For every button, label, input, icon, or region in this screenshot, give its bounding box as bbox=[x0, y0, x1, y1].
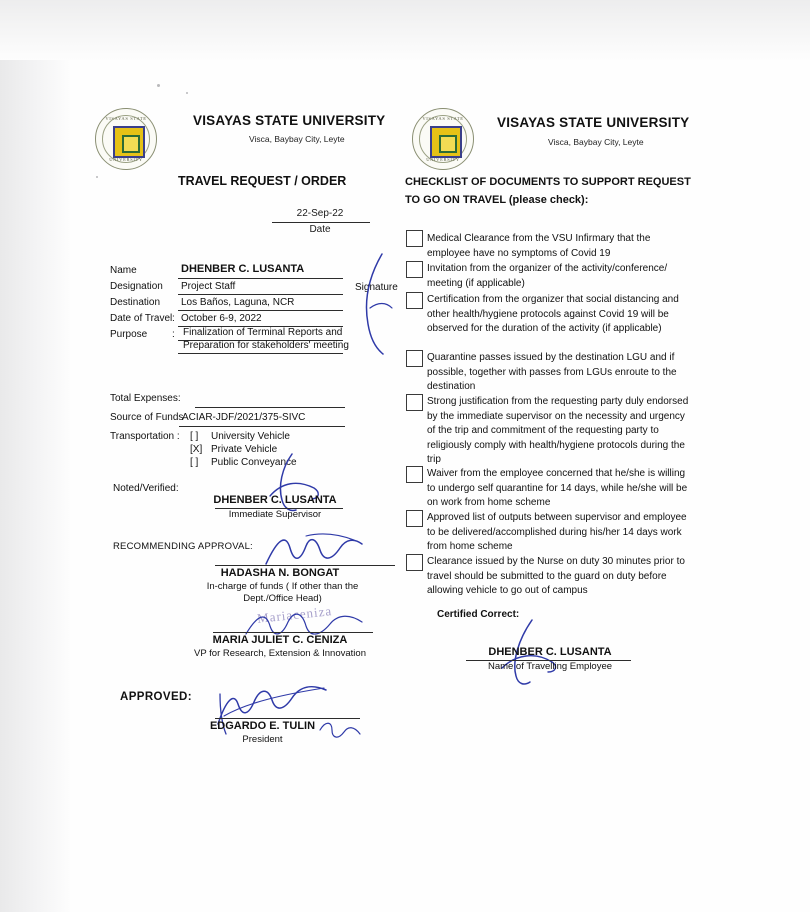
president-signatory-name: EDGARDO E. TULIN bbox=[209, 720, 316, 732]
recommending-signatory-name: HADASHA N. BONGAT bbox=[220, 567, 340, 579]
field-rule-destination bbox=[178, 310, 343, 311]
certified-correct-label: Certified Correct: bbox=[437, 609, 520, 620]
scan-speck bbox=[157, 84, 160, 87]
recommending-signatory-role-2: Dept./Office Head) bbox=[243, 593, 322, 604]
university-name-right: VISAYAS STATE UNIVERSITY bbox=[497, 115, 690, 130]
transportation-label: Transportation : bbox=[110, 431, 180, 442]
total-expenses-label: Total Expenses: bbox=[110, 393, 181, 404]
vp-signature-rule bbox=[213, 632, 373, 633]
checklist-item-8: Clearance issued by the Nurse on duty 30 minutes prior to travel should be submitted to the guard on duty before allowing vehicle to go out of campus bbox=[427, 556, 685, 596]
university-address-right: Visca, Baybay City, Leyte bbox=[548, 137, 644, 147]
checklist-item-4: Quarantine passes issued by the destination LGU and if possible, together with passes from LGUs enroute to the destination bbox=[427, 352, 677, 392]
recommending-signature-rule bbox=[215, 565, 395, 566]
transportation-option-0-label: University Vehicle bbox=[211, 431, 290, 442]
source-of-funds-rule bbox=[179, 426, 345, 427]
field-value-purpose-line2: Preparation for stakeholders' meeting bbox=[183, 340, 349, 351]
field-label-date-of-travel: Date of Travel bbox=[110, 313, 173, 324]
checklist-checkbox-4[interactable] bbox=[406, 350, 423, 367]
checklist-title-line2: TO GO ON TRAVEL (please check): bbox=[405, 194, 589, 206]
transportation-option-0-mark[interactable]: [ ] bbox=[190, 431, 199, 442]
seal-bottom-text-right: UNIVERSITY bbox=[426, 157, 460, 162]
seal-top-text: VISAYAS STATE bbox=[105, 116, 147, 121]
field-label-destination: Destination bbox=[110, 297, 161, 308]
scan-speck bbox=[186, 92, 188, 94]
date-rule bbox=[272, 222, 370, 223]
field-colon-2: : bbox=[172, 329, 175, 340]
noted-verified-label: Noted/Verified: bbox=[113, 483, 179, 494]
checklist-title-line1: CHECKLIST OF DOCUMENTS TO SUPPORT REQUEST bbox=[405, 176, 691, 188]
president-signatory-role: President bbox=[242, 734, 283, 745]
checklist-checkbox-7[interactable] bbox=[406, 510, 423, 527]
field-value-purpose-line1: Finalization of Terminal Reports and bbox=[183, 327, 343, 338]
president-signature-rule bbox=[215, 718, 360, 719]
source-of-funds-label: Source of Funds bbox=[110, 412, 184, 423]
field-label-purpose: Purpose bbox=[110, 329, 148, 340]
transportation-option-1-label: Private Vehicle bbox=[211, 444, 278, 455]
university-address-left: Visca, Baybay City, Leyte bbox=[249, 134, 345, 144]
university-seal-right bbox=[412, 108, 474, 170]
signature-label: Signature bbox=[355, 282, 398, 293]
transportation-option-1-mark[interactable]: [X] bbox=[190, 444, 203, 455]
checklist-checkbox-5[interactable] bbox=[406, 394, 423, 411]
date-value: 22-Sep-22 bbox=[296, 208, 344, 219]
checklist-checkbox-1[interactable] bbox=[406, 230, 423, 247]
signature-ink-funds-incharge bbox=[262, 528, 372, 570]
recommending-approval-label: RECOMMENDING APPROVAL: bbox=[113, 541, 253, 552]
scan-speck bbox=[96, 176, 98, 178]
form-title: TRAVEL REQUEST / ORDER bbox=[178, 174, 347, 188]
checklist-item-5: Strong justification from the requesting party duly endorsed by the immediate supervisor on the necessity and urgency of the trip and commitment of the requesting party to religiously comply with health/hygiene protocols during the trip bbox=[427, 396, 689, 465]
approved-label: APPROVED: bbox=[120, 691, 192, 703]
field-value-date-of-travel: October 6-9, 2022 bbox=[181, 313, 262, 324]
field-value-designation: Project Staff bbox=[181, 281, 236, 292]
signature-ink-requestor bbox=[352, 250, 402, 360]
checklist-item-6: Waiver from the employee concerned that he/she is willing to undergo self quarantine for 14 days, while he/she will be on work from home scheme bbox=[427, 468, 688, 508]
field-rule-designation bbox=[178, 294, 343, 295]
seal-bottom-text: UNIVERSITY bbox=[109, 157, 143, 162]
university-seal-left bbox=[95, 108, 157, 170]
checklist-checkbox-3[interactable] bbox=[406, 292, 423, 309]
scan-shadow-left bbox=[0, 0, 70, 912]
field-value-name: DHENBER C. LUSANTA bbox=[181, 263, 305, 275]
checklist-checkbox-8[interactable] bbox=[406, 554, 423, 571]
field-rule-name bbox=[178, 278, 343, 279]
certified-signatory-role: Name of Travelling Employee bbox=[487, 661, 613, 672]
field-value-destination: Los Baños, Laguna, NCR bbox=[181, 297, 295, 308]
checklist-item-3: Certification from the organizer that social distancing and other health/hygiene protocols against Covid 19 will be observed for the duration of the activity (if applicable) bbox=[427, 294, 679, 334]
university-name-left: VISAYAS STATE UNIVERSITY bbox=[193, 113, 386, 128]
vp-signatory-role: VP for Research, Extension & Innovation bbox=[194, 648, 366, 659]
transportation-option-2-mark[interactable]: [ ] bbox=[190, 457, 199, 468]
field-colon-1: : bbox=[172, 313, 175, 324]
total-expenses-rule bbox=[195, 407, 345, 408]
checklist-checkbox-6[interactable] bbox=[406, 466, 423, 483]
field-label-designation: Designation bbox=[110, 281, 163, 292]
scan-shadow-top bbox=[0, 0, 810, 60]
date-label: Date bbox=[309, 224, 331, 235]
source-of-funds-value: ACIAR-JDF/2021/375-SIVC bbox=[182, 412, 306, 423]
field-label-name: Name bbox=[110, 265, 137, 276]
checklist-checkbox-2[interactable] bbox=[406, 261, 423, 278]
checklist-item-1: Medical Clearance from the VSU Infirmary that the employee have no symptoms of Covid 19 bbox=[427, 233, 651, 259]
recommending-signatory-role-1: In-charge of funds ( If other than the bbox=[206, 581, 359, 592]
noted-signatory-name: DHENBER C. LUSANTA bbox=[213, 494, 337, 506]
certified-signatory-name: DHENBER C. LUSANTA bbox=[488, 646, 612, 658]
vp-signatory-name: MARIA JULIET C. CENIZA bbox=[212, 634, 348, 646]
field-rule-purpose-2 bbox=[178, 353, 343, 354]
vp-signature-stamp: Mariaceniza bbox=[256, 603, 333, 626]
seal-top-text-right: VISAYAS STATE bbox=[422, 116, 464, 121]
noted-signatory-role: Immediate Supervisor bbox=[228, 509, 322, 520]
checklist-item-7: Approved list of outputs between supervisor and employee to be delivered/accomplished during his/her 14 days work from home scheme bbox=[427, 512, 687, 552]
transportation-option-2-label: Public Conveyance bbox=[211, 457, 297, 468]
checklist-item-2: Invitation from the organizer of the activity/conference/ meeting (if applicable) bbox=[427, 263, 668, 289]
